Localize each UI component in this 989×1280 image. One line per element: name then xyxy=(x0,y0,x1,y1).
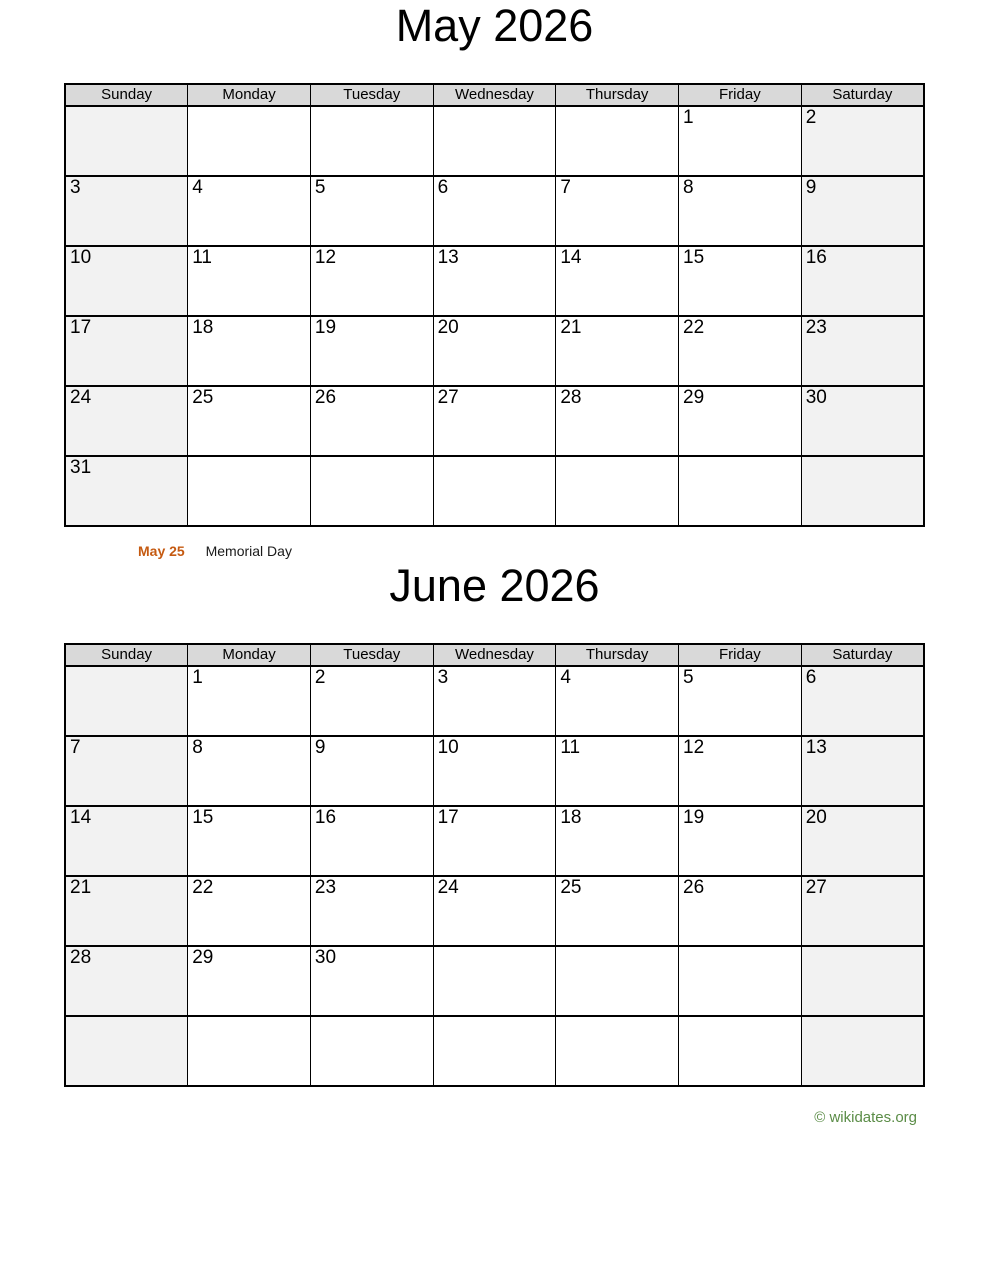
day-cell-empty xyxy=(65,106,188,176)
day-cell-9: 9 xyxy=(801,176,924,246)
day-cell-2: 2 xyxy=(801,106,924,176)
day-cell-empty xyxy=(556,946,679,1016)
day-cell-empty xyxy=(65,1016,188,1086)
day-cell-empty xyxy=(433,1016,556,1086)
day-cell-18: 18 xyxy=(556,806,679,876)
weekday-header-row xyxy=(65,84,924,106)
weekday-header-row xyxy=(65,644,924,666)
day-cell-6: 6 xyxy=(801,666,924,736)
day-cell-empty xyxy=(310,1016,433,1086)
month-title-june: June 2026 xyxy=(389,559,600,611)
holiday-note-date: May 25 xyxy=(138,542,185,559)
weekday-header-wednesday: Wednesday xyxy=(433,84,556,106)
day-cell-30: 30 xyxy=(801,386,924,456)
day-cell-16: 16 xyxy=(310,806,433,876)
day-cell-15: 15 xyxy=(679,246,802,316)
week-row xyxy=(65,456,924,526)
day-cell-22: 22 xyxy=(188,876,311,946)
day-cell-empty xyxy=(556,456,679,526)
weekday-header-thursday: Thursday xyxy=(556,644,679,666)
day-cell-empty xyxy=(188,1016,311,1086)
day-cell-28: 28 xyxy=(556,386,679,456)
day-cell-14: 14 xyxy=(65,806,188,876)
day-cell-26: 26 xyxy=(310,386,433,456)
day-cell-2: 2 xyxy=(310,666,433,736)
day-cell-18: 18 xyxy=(188,316,311,386)
day-cell-10: 10 xyxy=(65,246,188,316)
day-cell-1: 1 xyxy=(188,666,311,736)
day-cell-14: 14 xyxy=(556,246,679,316)
day-cell-empty xyxy=(801,1016,924,1086)
day-cell-23: 23 xyxy=(801,316,924,386)
day-cell-31: 31 xyxy=(65,456,188,526)
day-cell-6: 6 xyxy=(433,176,556,246)
day-cell-3: 3 xyxy=(65,176,188,246)
wikidates-copyright-link[interactable]: © wikidates.org xyxy=(814,1108,917,1126)
holiday-note xyxy=(138,542,925,560)
holiday-note-event: Memorial Day xyxy=(205,542,292,559)
calendar-table-may xyxy=(64,83,925,527)
weekday-header-monday: Monday xyxy=(188,644,311,666)
weekday-header-saturday: Saturday xyxy=(801,84,924,106)
day-cell-empty xyxy=(188,456,311,526)
day-cell-13: 13 xyxy=(801,736,924,806)
calendar-table-june xyxy=(64,643,925,1087)
day-cell-11: 11 xyxy=(188,246,311,316)
day-cell-empty xyxy=(556,106,679,176)
day-cell-25: 25 xyxy=(556,876,679,946)
day-cell-empty xyxy=(433,106,556,176)
weekday-header-saturday: Saturday xyxy=(801,644,924,666)
day-cell-empty xyxy=(65,666,188,736)
day-cell-13: 13 xyxy=(433,246,556,316)
day-cell-25: 25 xyxy=(188,386,311,456)
day-cell-empty xyxy=(801,456,924,526)
month-section-june xyxy=(64,560,925,1087)
day-cell-empty xyxy=(433,946,556,1016)
day-cell-21: 21 xyxy=(65,876,188,946)
day-cell-empty xyxy=(556,1016,679,1086)
day-cell-17: 17 xyxy=(65,316,188,386)
weekday-header-wednesday: Wednesday xyxy=(433,644,556,666)
day-cell-29: 29 xyxy=(188,946,311,1016)
weekday-header-friday: Friday xyxy=(679,644,802,666)
weekday-header-monday: Monday xyxy=(188,84,311,106)
day-cell-12: 12 xyxy=(310,246,433,316)
day-cell-7: 7 xyxy=(65,736,188,806)
week-row xyxy=(65,246,924,316)
day-cell-28: 28 xyxy=(65,946,188,1016)
day-cell-21: 21 xyxy=(556,316,679,386)
day-cell-empty xyxy=(310,106,433,176)
day-cell-15: 15 xyxy=(188,806,311,876)
week-row xyxy=(65,876,924,946)
day-cell-17: 17 xyxy=(433,806,556,876)
day-cell-3: 3 xyxy=(433,666,556,736)
weekday-header-sunday: Sunday xyxy=(65,84,188,106)
day-cell-20: 20 xyxy=(433,316,556,386)
day-cell-23: 23 xyxy=(310,876,433,946)
day-cell-11: 11 xyxy=(556,736,679,806)
weekday-header-friday: Friday xyxy=(679,84,802,106)
weekday-header-tuesday: Tuesday xyxy=(310,644,433,666)
day-cell-empty xyxy=(679,1016,802,1086)
day-cell-empty xyxy=(310,456,433,526)
day-cell-26: 26 xyxy=(679,876,802,946)
day-cell-empty xyxy=(801,946,924,1016)
day-cell-29: 29 xyxy=(679,386,802,456)
footer xyxy=(64,1109,925,1127)
week-row xyxy=(65,316,924,386)
day-cell-12: 12 xyxy=(679,736,802,806)
day-cell-7: 7 xyxy=(556,176,679,246)
day-cell-5: 5 xyxy=(310,176,433,246)
day-cell-22: 22 xyxy=(679,316,802,386)
month-title-may: May 2026 xyxy=(395,0,594,51)
day-cell-empty xyxy=(679,946,802,1016)
day-cell-5: 5 xyxy=(679,666,802,736)
day-cell-30: 30 xyxy=(310,946,433,1016)
week-row xyxy=(65,1016,924,1086)
weekday-header-thursday: Thursday xyxy=(556,84,679,106)
day-cell-8: 8 xyxy=(188,736,311,806)
day-cell-16: 16 xyxy=(801,246,924,316)
day-cell-27: 27 xyxy=(433,386,556,456)
week-row xyxy=(65,806,924,876)
day-cell-empty xyxy=(679,456,802,526)
day-cell-4: 4 xyxy=(556,666,679,736)
week-row xyxy=(65,176,924,246)
day-cell-19: 19 xyxy=(310,316,433,386)
day-cell-19: 19 xyxy=(679,806,802,876)
day-cell-24: 24 xyxy=(65,386,188,456)
day-cell-10: 10 xyxy=(433,736,556,806)
weekday-header-sunday: Sunday xyxy=(65,644,188,666)
day-cell-empty xyxy=(433,456,556,526)
week-row xyxy=(65,946,924,1016)
week-row xyxy=(65,666,924,736)
week-row xyxy=(65,736,924,806)
week-row xyxy=(65,106,924,176)
day-cell-8: 8 xyxy=(679,176,802,246)
day-cell-1: 1 xyxy=(679,106,802,176)
weekday-header-tuesday: Tuesday xyxy=(310,84,433,106)
day-cell-9: 9 xyxy=(310,736,433,806)
day-cell-empty xyxy=(188,106,311,176)
day-cell-20: 20 xyxy=(801,806,924,876)
day-cell-4: 4 xyxy=(188,176,311,246)
day-cell-24: 24 xyxy=(433,876,556,946)
day-cell-27: 27 xyxy=(801,876,924,946)
week-row xyxy=(65,386,924,456)
month-section-may xyxy=(64,0,925,560)
